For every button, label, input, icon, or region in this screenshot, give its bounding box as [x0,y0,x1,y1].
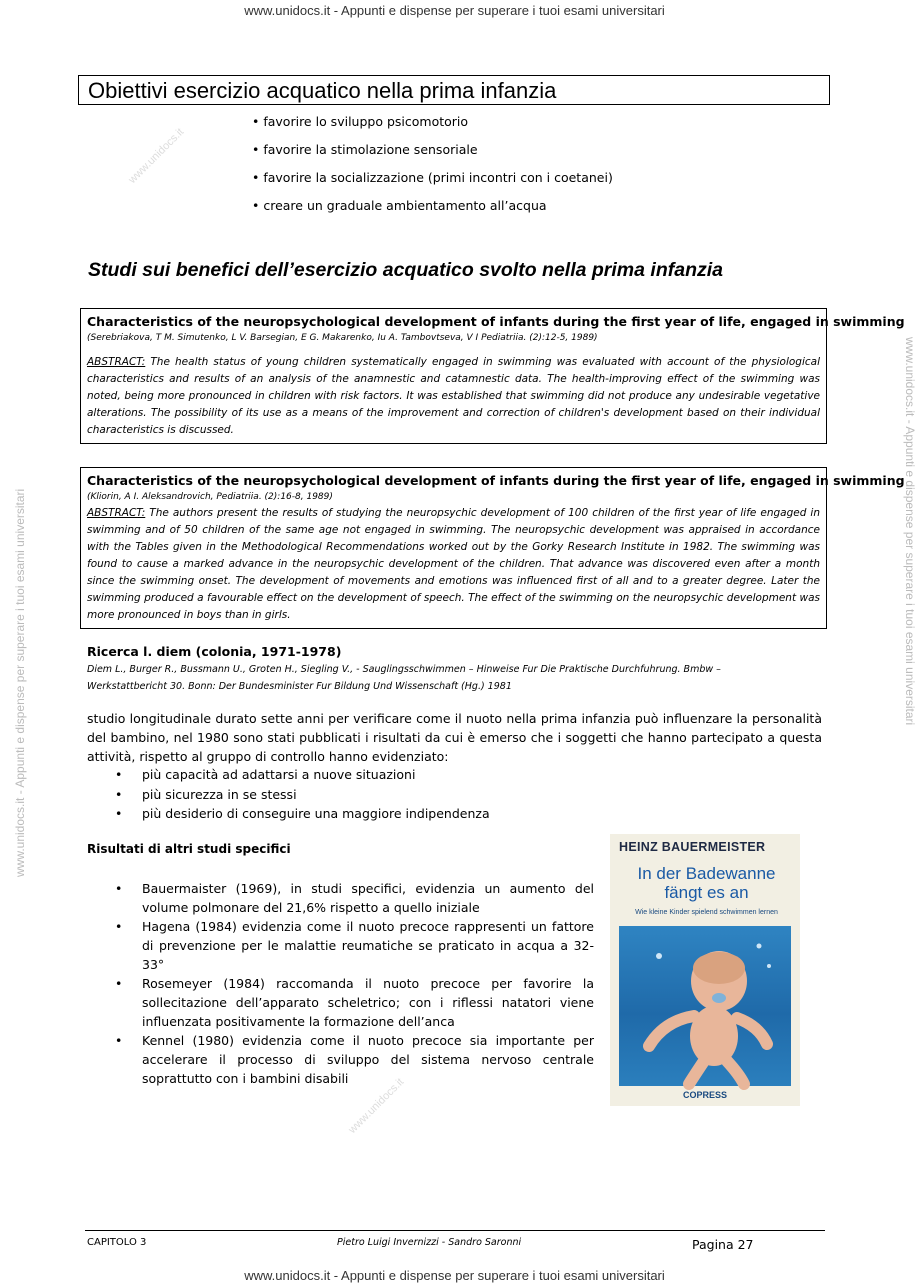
results-title: Risultati di altri studi specifici [87,842,291,856]
footer-authors: Pietro Luigi Invernizzi - Sandro Saronni [337,1237,522,1248]
study-paragraph: studio longitudinale durato sette anni per verificare come il nuoto nella prima infanzia può influenzare la personalità del bambino, nel 1980 sono stati pubblicati i risultati da cui è emerso che i soggetti che hanno partecipato a questa attività, rispetto al gruppo di controllo hanno evidenziato: [87,711,822,764]
finding-item: • più desiderio di conseguire una maggiore indipendenza [115,804,490,824]
objectives-list [252,112,613,224]
objective-item: • favorire lo sviluppo psicomotorio [252,114,469,129]
study-box-2 [80,467,905,629]
objective-item: • creare un graduale ambientamento all’acqua [252,198,547,213]
ricerca-reference: Diem L., Burger R., Bussmann U., Groten H., Siegling V., - Sauglingsschwimmen – Hinweise Fur Die Praktische Durchfuhrung. Bmbw – [87,664,721,675]
ricerca-title: Ricerca l. diem (colonia, 1971-1978) [87,644,342,659]
swimming-baby-illustration [619,926,791,1086]
results-list [115,879,594,1088]
result-item: • Bauermaister (1969), in studi specifici, evidenzia un aumento del volume polmonare del 21,6% rispetto a quello iniziale [115,879,594,917]
abstract-label: ABSTRACT: [87,356,146,368]
study-title: Characteristics of the neuropsychological development of infants during the first year of life, engaged in swimming [87,314,905,329]
page-heading: Obiettivi esercizio acquatico nella prima infanzia [88,78,557,103]
result-item: • Rosemeyer (1984) raccomanda il nuoto precoce per favorire la sollecitazione dell’apparato scheletrico; con i riflessi natatori viene influenzata positivamente la formazione dell’anca [115,974,594,1031]
finding-item: • più sicurezza in se stessi [115,785,490,805]
watermark-right: www.unidocs.it - Appunti e dispense per superare i tuoi esami universitari [903,337,917,726]
objective-item: • favorire la socializzazione (primi incontri con i coetanei) [252,170,613,185]
section-title: Studi sui benefici dell’esercizio acquatico svolto nella prima infanzia [88,259,723,281]
footer-page-number: Pagina 27 [692,1237,754,1252]
ricerca-block [87,643,827,695]
watermark-top: www.unidocs.it - Appunti e dispense per superare i tuoi esami universitari [244,3,665,18]
study-abstract [87,505,820,624]
watermark-faint: www.unidocs.it [346,1076,407,1136]
watermark-left: www.unidocs.it - Appunti e dispense per superare i tuoi esami universitari [13,488,27,877]
result-item: • Hagena (1984) evidenzia come il nuoto precoce rappresenti un fattore di prevenzione per le malattie reumatiche se praticato in acqua a 32-33° [115,917,594,974]
abstract-text: The authors present the results of studying the neuropsychic development of 100 children of the first year of life engaged in swimming and of 50 children of the same age not engaged in swimming. The neuropsychic development was appraised in accordance with the Tables given in the Methodological Recommendations worked out by the Gorky Research Institute in 1982. The swimming was found to cause a marked advance in the neuropsychic development of the children. That advance was discovered even after a month since the swimming onset. The development of movements and emotions was influenced first of all and to a greater degree. Later the swimming produced a favourable effect on the development of speech. The effect of the swimming on the neuropsychic development was more pronounced in boys than in girls. [87,507,820,621]
book-title-line: fängt es an [664,883,749,902]
footer-divider [85,1230,825,1231]
abstract-text: The health status of young children systematically engaged in swimming was evaluated with account of the physiological characteristics and results of an analysis of the anamnestic and catamnestic data. The health-improving effect of the swimming was noted, being more pronounced in children with risk factors. It was established that swimming did not produce any undesirable vegetative alterations. The possibility of its use as a means of the improvement and correction of children's development based on their individual characteristics is discussed. [87,356,820,436]
result-item: • Kennel (1980) evidenzia come il nuoto precoce sia importante per accelerare il processo di sviluppo del sistema nervoso centrale soprattutto con i bambini disabili [115,1031,594,1088]
book-photo [619,926,791,1086]
book-cover [610,834,800,1106]
ricerca-reference: Werkstattbericht 30. Bonn: Der Bundesminister Fur Bildung Und Wissenschaft (Hg.) 1981 [87,681,512,692]
footer-chapter: CAPITOLO 3 [87,1237,147,1248]
book-title-line: In der Badewanne [637,864,776,883]
study-title: Characteristics of the neuropsychological development of infants during the first year of life, engaged in swimming [87,473,905,488]
watermark-faint: www.unidocs.it [126,126,187,186]
book-subtitle: Wie kleine Kinder spielend schwimmen lernen [635,909,778,916]
book-author: HEINZ BAUERMEISTER [619,840,766,854]
study-box-1 [80,308,905,444]
objective-item: • favorire la stimolazione sensoriale [252,142,478,157]
heading-box [78,75,830,105]
finding-item: • più capacità ad adattarsi a nuove situazioni [115,765,490,785]
watermark-bottom: www.unidocs.it - Appunti e dispense per superare i tuoi esami universitari [244,1268,665,1283]
study-reference: (Serebriakova, T M. Simutenko, L V. Barsegian, E G. Makarenko, Iu A. Tambovtseva, V I Pediatriia. (2):12-5, 1989) [87,333,598,343]
book-title [619,864,794,902]
study-abstract [87,354,820,439]
book-publisher: COPRESS [682,1090,727,1100]
findings-list [115,765,490,824]
abstract-label: ABSTRACT: [87,507,146,519]
study-reference: (Kliorin, A I. Aleksandrovich, Pediatriia. (2):16-8, 1989) [87,492,333,502]
